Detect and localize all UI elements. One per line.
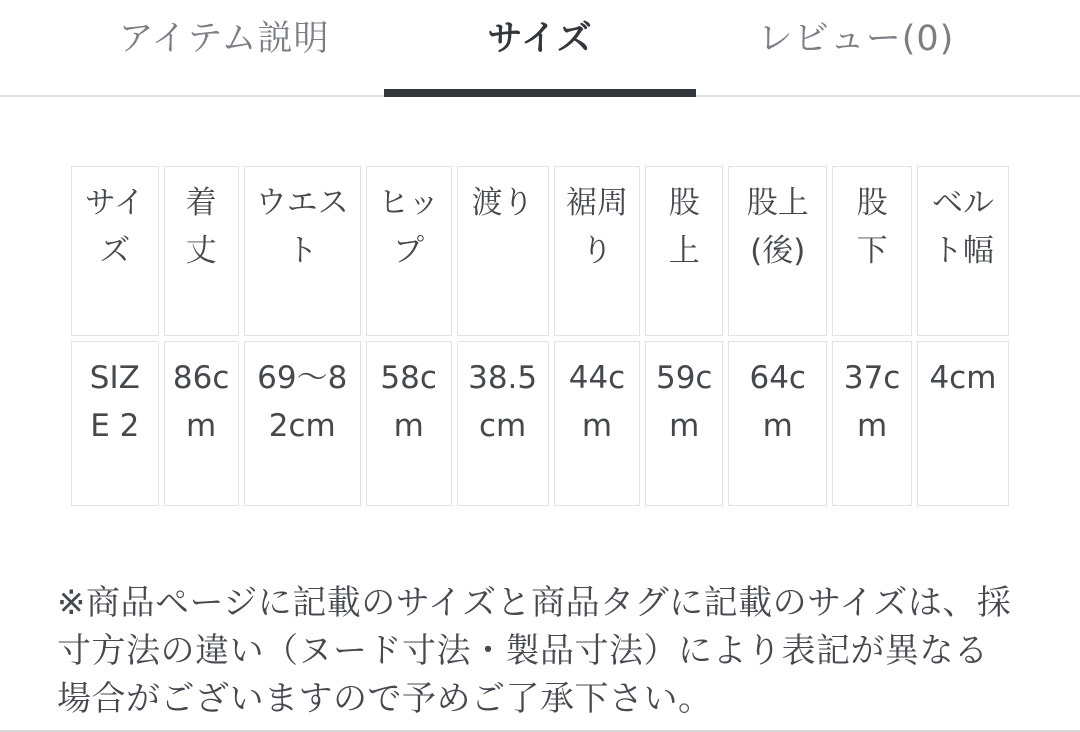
size-table-header-cell: 着丈 (164, 166, 239, 336)
size-table-cell: 4cm (917, 341, 1009, 506)
size-table-cell: 86cm (164, 341, 239, 506)
tab-size[interactable] (382, 0, 698, 95)
size-table-cell: 44cm (554, 341, 641, 506)
size-table-header-cell: 裾周り (554, 166, 641, 336)
size-table-cell: 37cm (832, 341, 912, 506)
size-table-cell: SIZE 2 (71, 341, 159, 506)
size-table-header-cell: ベルト幅 (917, 166, 1009, 336)
size-table-header-row (71, 166, 1009, 336)
tab-reviews[interactable]: レビュー(0) (757, 19, 955, 59)
size-table-header-cell: サイズ (71, 166, 159, 336)
size-table-row (71, 341, 1009, 506)
active-tab-indicator (384, 89, 696, 97)
size-table-body (71, 341, 1009, 506)
size-table-cell: 59cm (645, 341, 723, 506)
size-table-cell: 38.5cm (457, 341, 549, 506)
size-table-cell: 64cm (728, 341, 827, 506)
size-table-header-cell: ヒップ (366, 166, 452, 336)
tab-item-description[interactable]: アイテム説明 (118, 19, 330, 59)
size-table-cell: 69〜82cm (244, 341, 361, 506)
tab-size-label: サイズ (487, 19, 593, 59)
size-table-header-cell: 股下 (832, 166, 912, 336)
size-table-cell: 58cm (366, 341, 452, 506)
tab-row (66, 0, 1014, 95)
size-table-header-cell: ウエスト (244, 166, 361, 336)
size-table-header-cell: 股上(後) (728, 166, 827, 336)
tab-bar (0, 0, 1080, 97)
size-table (66, 161, 1014, 511)
size-tab-content (0, 161, 1080, 723)
size-table-header-cell: 渡り (457, 166, 549, 336)
size-disclaimer-note: ※商品ページに記載のサイズと商品タグに記載のサイズは、採寸方法の違い（ヌード寸法・製品寸法）により表記が異なる場合がございますので予めご了承下さい。 (57, 583, 1012, 719)
size-table-header-cell: 股上 (645, 166, 723, 336)
